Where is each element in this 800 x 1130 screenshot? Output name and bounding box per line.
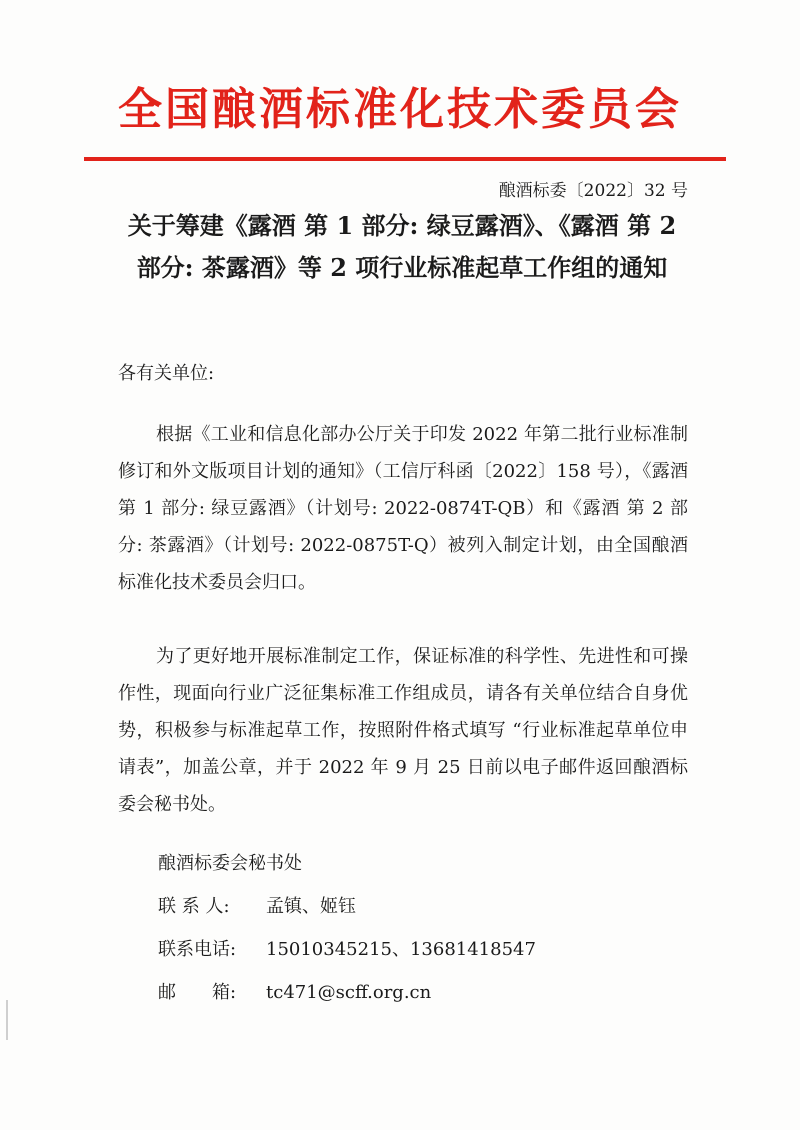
header-divider <box>84 157 726 161</box>
contact-phone-line <box>158 928 536 971</box>
contact-phone-label: 联系电话: <box>158 939 237 960</box>
body-paragraph-2: 为了更好地开展标准制定工作，保证标准的科学性、先进性和可操作性，现面向行业广泛征集标准工作组成员，请各有关单位结合自身优势，积极参与标准起草工作，按照附件格式填写 “行业标准起草单位申请表”，加盖公章，并于 2022 年 9 月 25 日前以电子邮件返回酿酒标委会秘书处。 <box>118 646 688 815</box>
scan-edge-mark <box>6 1000 8 1040</box>
contact-block <box>158 842 536 1014</box>
contact-email-label: 邮 箱: <box>158 982 237 1003</box>
contact-email-value[interactable]: tc471@scff.org.cn <box>266 982 432 1003</box>
contact-office: 酿酒标委会秘书处 <box>158 853 302 874</box>
contact-person-value: 孟镇、姬钰 <box>266 896 356 917</box>
contact-person-line <box>158 885 536 928</box>
document-number: 酿酒标委〔2022〕32 号 <box>498 181 688 201</box>
contact-email-line <box>158 971 536 1014</box>
body-paragraph-1: 根据《工业和信息化部办公厅关于印发 2022 年第二批行业标准制修订和外文版项目计划的通知》（工信厅科函〔2022〕158 号），《露酒 第 1 部分: 绿豆露酒》（计划号: 2022-0874T-QB）和《露酒 第 2 部分: 茶露酒》（计划号: 2022-0875T-Q）被列入制定计划，由全国酿酒标准化技术委员会归口。 <box>118 424 688 593</box>
salutation: 各有关单位: <box>118 363 215 384</box>
document-title: 关于筹建《露酒 第 1 部分: 绿豆露酒》、《露酒 第 2 部分: 茶露酒》等 2 项行业标准起草工作组的通知 <box>127 211 677 282</box>
organization-header: 全国酿酒标准化技术委员会 <box>118 84 682 135</box>
contact-phone-value: 15010345215、13681418547 <box>266 939 536 960</box>
contact-person-label: 联 系 人: <box>158 896 230 917</box>
